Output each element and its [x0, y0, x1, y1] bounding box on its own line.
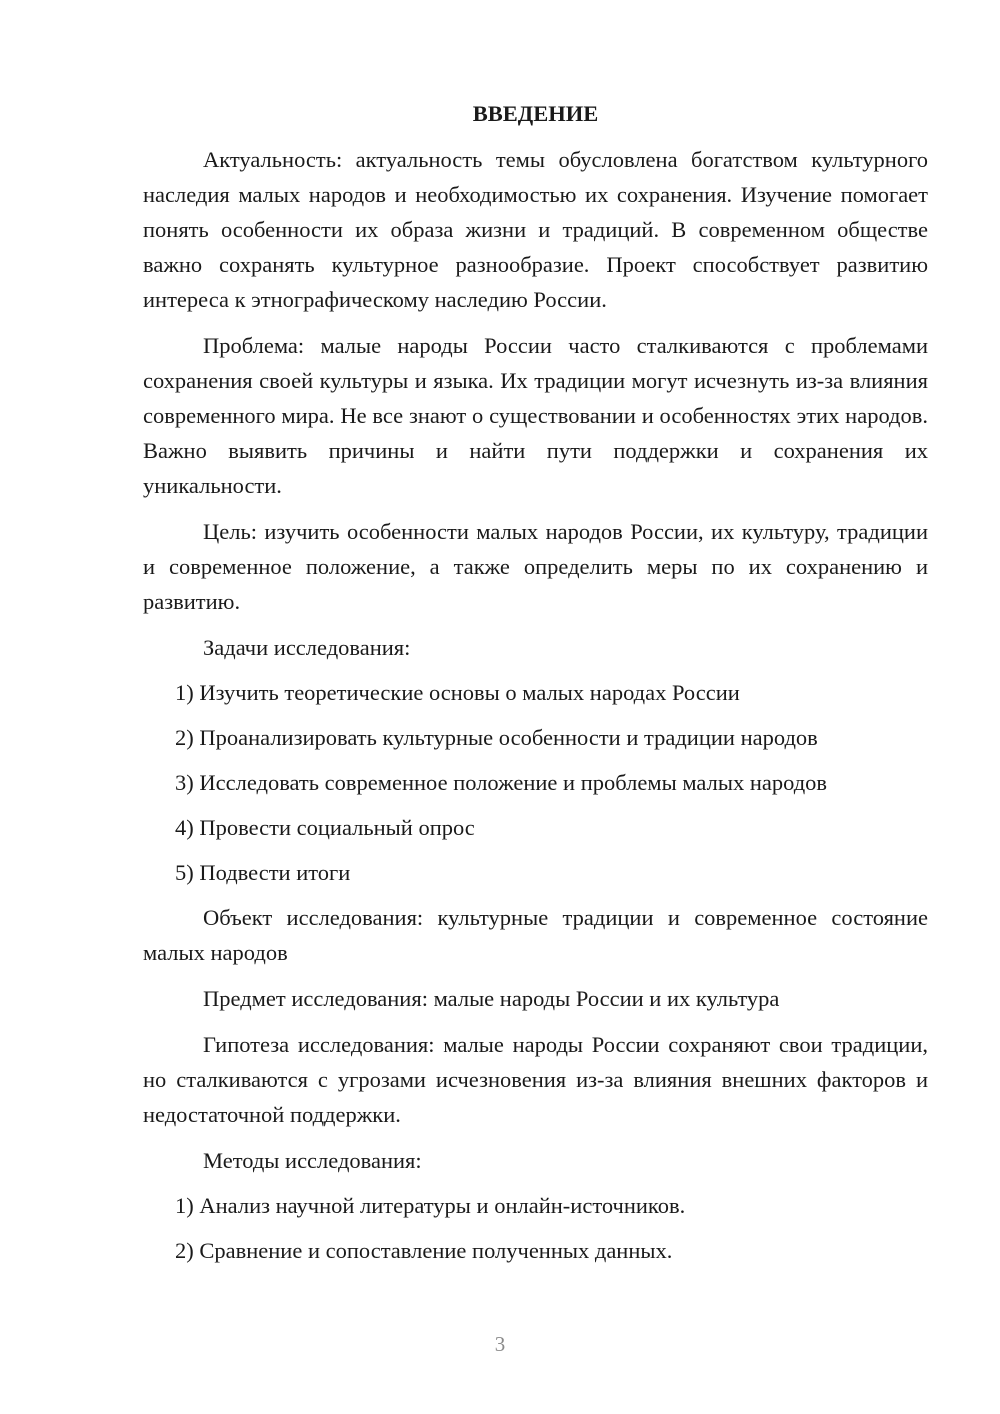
task-item: 4) Провести социальный опрос — [175, 815, 475, 840]
object-paragraph: Объект исследования: культурные традиции и современное состояние малых народов — [143, 905, 928, 965]
relevance-paragraph: Актуальность: актуальность темы обусловлена богатством культурного наследия малых народов и необходимостью их сохранения. Изучение помогает понять особенности их образа жизни и традиций. В современном обществе важно сохранять культурное разнообразие. Проект способствует развитию интереса к этнографическому наследию России. — [143, 147, 928, 312]
goal-paragraph: Цель: изучить особенности малых народов России, их культуру, традиции и современное положение, а также определить меры по их сохранению и развитию. — [143, 519, 928, 614]
problem-paragraph: Проблема: малые народы России часто сталкиваются с проблемами сохранения своей культуры и языка. Их традиции могут исчезнуть из-за влияния современного мира. Не все знают о существовании и особенностях этих народов. Важно выявить причины и найти пути поддержки и сохранения их уникальности. — [143, 333, 928, 498]
task-item: 1) Изучить теоретические основы о малых народах России — [175, 680, 740, 705]
subject-paragraph: Предмет исследования: малые народы России и их культура — [203, 986, 780, 1011]
document-page — [143, 96, 928, 1278]
method-item: 2) Сравнение и сопоставление полученных данных. — [175, 1238, 673, 1263]
hypothesis-paragraph: Гипотеза исследования: малые народы России сохраняют свои традиции, но сталкиваются с угрозами исчезновения из-за влияния внешних факторов и недостаточной поддержки. — [143, 1032, 928, 1127]
page-number: 3 — [494, 1332, 506, 1356]
page-title: ВВЕДЕНИЕ — [472, 101, 599, 126]
methods-heading: Методы исследования: — [203, 1148, 422, 1173]
task-item: 2) Проанализировать культурные особенности и традиции народов — [175, 725, 818, 750]
method-item: 1) Анализ научной литературы и онлайн-источников. — [175, 1193, 686, 1218]
task-item: 3) Исследовать современное положение и проблемы малых народов — [175, 770, 828, 795]
tasks-heading: Задачи исследования: — [203, 635, 411, 660]
task-item: 5) Подвести итоги — [175, 860, 351, 885]
